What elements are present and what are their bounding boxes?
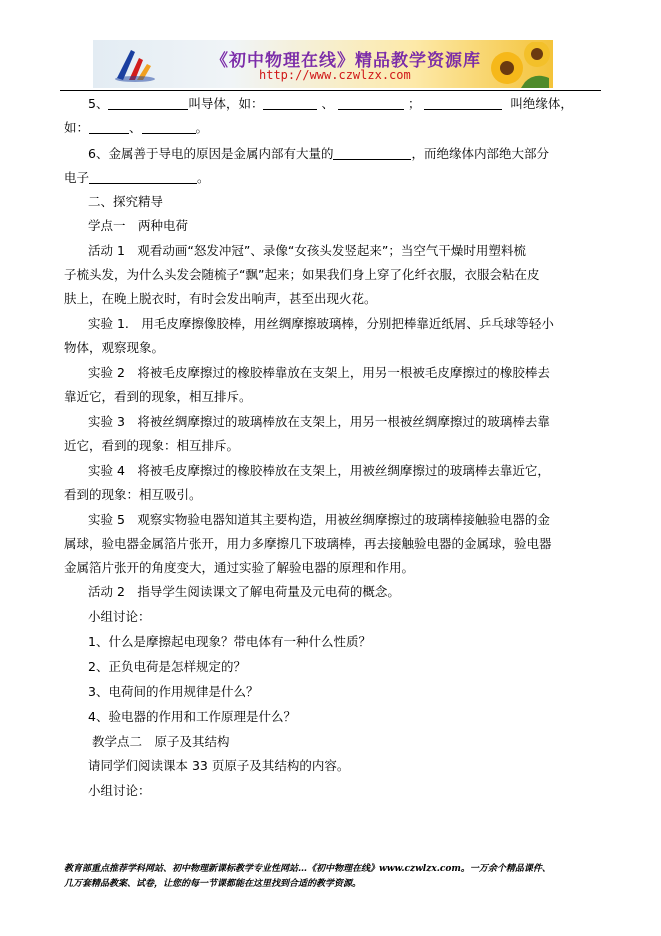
- footer-line: 教育部重点推荐学科网站、初中物理新课标教学专业性网站…《初中物理在线》www.czwlzx.com。一万余个精品课件、: [64, 864, 551, 874]
- fill-blank[interactable]: [338, 95, 404, 110]
- reading-instruction: 请同学们阅读课本 33 页原子及其结构的内容。: [88, 758, 350, 773]
- section-heading: 二、探究精导: [88, 194, 164, 209]
- experiment-1-text: 实验 1. 用毛皮摩擦像胶棒，用丝绸摩擦玻璃棒，分别把棒靠近纸屑、乒乓球等轻小: [88, 316, 554, 331]
- discussion-item: 2、正负电荷是怎样规定的？: [88, 659, 246, 674]
- experiment-3-text: 实验 3 将被丝绸摩擦过的玻璃棒放在支架上，用另一根被丝绸摩擦过的玻璃棒去靠: [88, 414, 550, 429]
- page-footer: [64, 862, 604, 892]
- point-2-heading: 教学点二 原子及其结构: [92, 734, 230, 749]
- experiment-3-text: 近它，看到的现象：相互排斥。: [64, 438, 240, 453]
- fill-blank[interactable]: [142, 119, 196, 134]
- experiment-5-text: 实验 5 观察实物验电器知道其主要构造，用被丝绸摩擦过的玻璃棒接触验电器的金: [88, 512, 550, 527]
- experiment-5-text: 属球，验电器金属箔片张开，用力多摩擦几下玻璃棒，再去接触验电器的金属球，验电器: [64, 536, 552, 551]
- sunflower-icon: [485, 42, 551, 88]
- fill-blank[interactable]: [89, 119, 129, 134]
- header-divider: [60, 90, 601, 91]
- group-discussion-heading: 小组讨论：: [88, 609, 151, 624]
- banner-title: 《初中物理在线》精品教学资源库: [211, 51, 481, 71]
- footer-line: 几万套精品教案、试卷，让您的每一节课都能在这里找到合适的教学资源。: [64, 879, 362, 889]
- discussion-item: 3、电荷间的作用规律是什么？: [88, 684, 259, 699]
- experiment-2-text: 靠近它，看到的现象，相互排斥。: [64, 389, 252, 404]
- fill-blank[interactable]: [424, 95, 502, 110]
- fill-blank[interactable]: [263, 95, 317, 110]
- question-6-line1: 6、金属善于导电的原因是金属内部有大量的 ，而绝缘体内部绝大部分: [88, 146, 549, 161]
- discussion-item: 1、什么是摩擦起电现象？带电体有一种什么性质？: [88, 634, 371, 649]
- experiment-4-text: 看到的现象：相互吸引。: [64, 487, 202, 502]
- fill-blank[interactable]: [108, 95, 188, 110]
- experiment-1-text: 物体，观察现象。: [64, 340, 165, 355]
- discussion-item: 4、验电器的作用和工作原理是什么？: [88, 709, 296, 724]
- point-1-heading: 学点一 两种电荷: [88, 218, 189, 233]
- activity-2-text: 活动 2 指导学生阅读课文了解电荷量及元电荷的概念。: [88, 584, 400, 599]
- question-6-line2: 电子 。: [64, 170, 210, 185]
- activity-1-text: 活动 1 观看动画“怒发冲冠”、录像“女孩头发竖起来”；当空气干燥时用塑料梳: [88, 243, 526, 258]
- fill-blank[interactable]: [333, 145, 411, 160]
- experiment-4-text: 实验 4 将被毛皮摩擦过的橡胶棒放在支架上，用被丝绸摩擦过的玻璃棒去靠近它，: [88, 463, 550, 478]
- experiment-5-text: 金属箔片张开的角度变大，通过实验了解验电器的原理和作用。: [64, 560, 415, 575]
- header-banner: [93, 40, 553, 88]
- group-discussion-heading: 小组讨论：: [88, 783, 151, 798]
- activity-1-text: 子梳头发，为什么头发会随梳子“飘”起来；如果我们身上穿了化纤衣服，衣服会粘在皮: [64, 267, 540, 282]
- activity-1-text: 肤上，在晚上脱衣时，有时会发出响声，甚至出现火花。: [64, 291, 377, 306]
- experiment-2-text: 实验 2 将被毛皮摩擦过的橡胶棒靠放在支架上，用另一根被毛皮摩擦过的橡胶棒去: [88, 365, 550, 380]
- question-5-line1: 5、 叫导体，如： 、 ； 叫绝缘体，: [88, 96, 573, 111]
- logo-icon: [113, 44, 157, 84]
- question-5-line2: 如： 、 。: [64, 120, 209, 135]
- fill-blank[interactable]: [89, 169, 197, 184]
- banner-url: http://www.czwlzx.com: [259, 68, 411, 82]
